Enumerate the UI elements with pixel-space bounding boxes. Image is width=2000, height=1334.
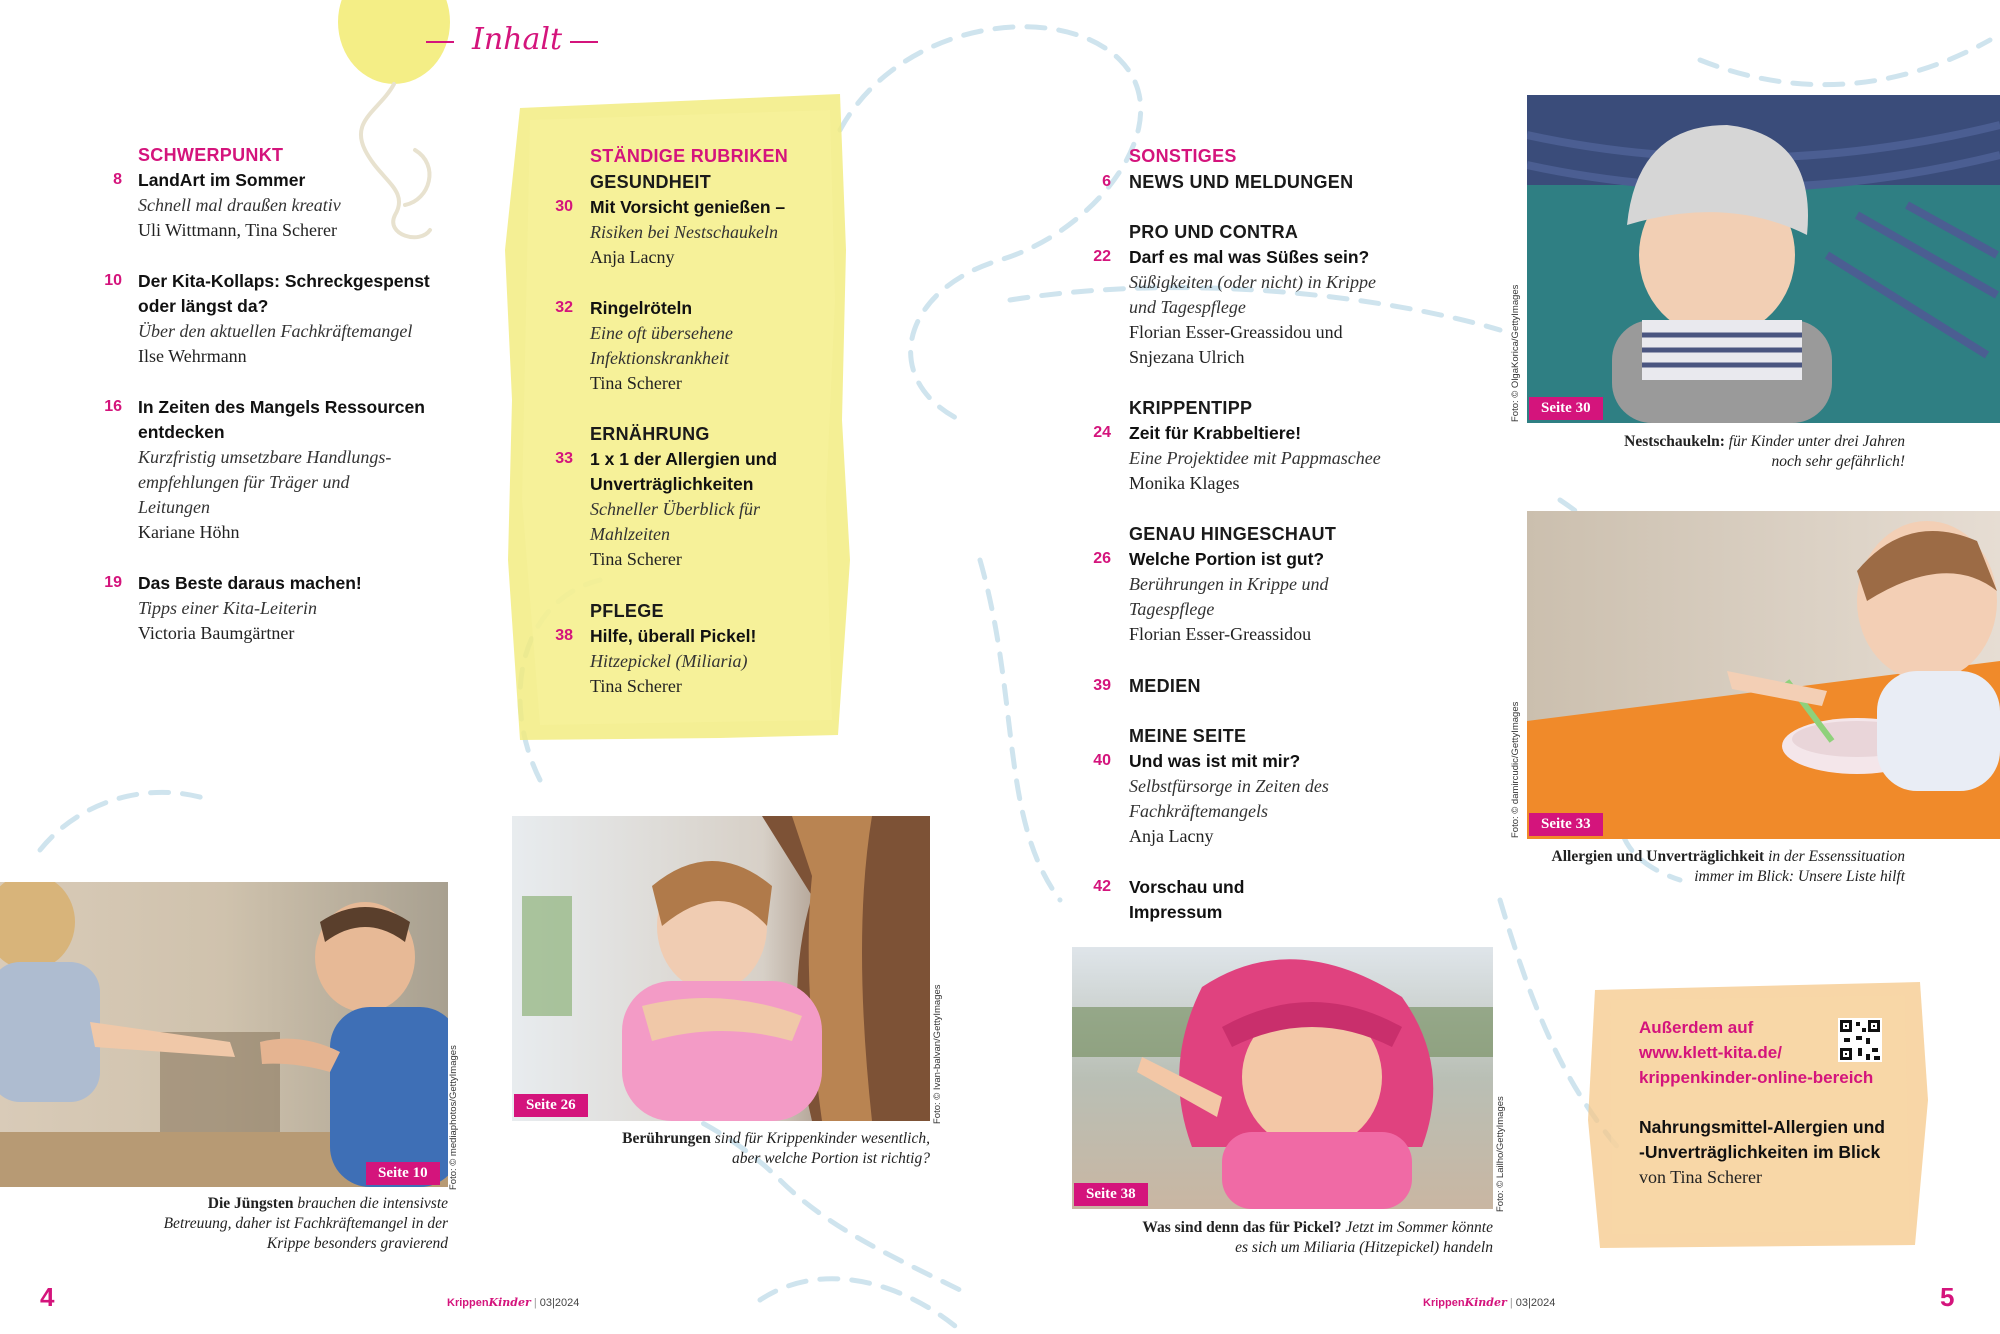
photo-caption (1072, 1218, 1493, 1258)
entry-author: Tina Scherer (590, 549, 682, 569)
entry-subtitle: Tagespflege (1129, 599, 1215, 619)
toc-entry[interactable] (104, 269, 458, 369)
toc-entry[interactable] (555, 170, 850, 270)
page-number: 19 (104, 574, 122, 591)
page-number: 42 (1093, 878, 1111, 895)
caption-text: noch sehr gefährlich! (1771, 453, 1905, 470)
entry-author: Florian Esser-Greassidou und (1129, 322, 1343, 342)
page-number: 40 (1093, 752, 1111, 769)
caption-text: immer im Blick: Unsere Liste hilft (1694, 868, 1905, 885)
entry-author: Florian Esser-Greassidou (1129, 624, 1312, 644)
promo-title: -Unverträglichkeiten im Blick (1639, 1142, 1881, 1162)
magazine-footer-right: KrippenKinder | 03|2024 (1423, 1296, 1556, 1309)
page-number: 16 (104, 398, 122, 415)
photo-caption (60, 1194, 448, 1254)
entry-subtitle: und Tagespflege (1129, 297, 1246, 317)
photo-caption (1560, 432, 1905, 472)
photo-caption (540, 1129, 930, 1169)
promo-intro: Außerdem auf (1639, 1018, 1754, 1037)
page-number: 38 (555, 627, 573, 644)
entry-subtitle: Eine oft übersehene (590, 323, 733, 343)
rubric-heading: MEINE SEITE (1129, 726, 1247, 746)
toc-entry[interactable] (555, 296, 850, 396)
photo-child-pink-hat[interactable] (1072, 947, 1493, 1209)
entry-title: Darf es mal was Süßes sein? (1129, 247, 1370, 267)
page-number: 8 (113, 171, 122, 188)
issue-number: 03|2024 (539, 1297, 580, 1309)
entry-title: entdecken (138, 422, 225, 442)
photo-baby-swing[interactable] (1527, 95, 2000, 423)
toc-entry[interactable] (1093, 396, 1429, 496)
entry-title: Das Beste daraus machen! (138, 573, 362, 593)
entry-subtitle: Über den aktuellen Fachkräftemangel (138, 321, 413, 341)
page-tag: Seite 10 (366, 1162, 440, 1185)
header-title (424, 22, 604, 62)
page-number: 24 (1093, 424, 1111, 441)
title-rule-left (426, 41, 454, 43)
caption-text: aber welche Portion ist richtig? (731, 1150, 930, 1167)
photo-image (0, 882, 448, 1187)
page-tag: Seite 30 (1529, 397, 1603, 420)
rubric-heading: GESUNDHEIT (590, 172, 712, 192)
rubric-heading: PFLEGE (590, 601, 664, 621)
entry-title: oder längst da? (138, 296, 269, 316)
qr-code-icon[interactable] (1838, 1018, 1882, 1062)
caption-text: in der Essenssituation (1768, 848, 1905, 865)
entry-title: NEWS UND MELDUNGEN (1129, 172, 1354, 192)
photo-credit: Foto: © mediaphotos/GettyImages (448, 1045, 459, 1190)
page-number-right: 5 (1940, 1282, 1955, 1312)
issue-number: 03|2024 (1515, 1297, 1556, 1309)
entry-author: Monika Klages (1129, 473, 1240, 493)
page-number: 32 (555, 299, 573, 316)
photo-image (1527, 95, 2000, 423)
entry-subtitle: empfehlungen für Träger und (138, 472, 350, 492)
entry-subtitle: Tipps einer Kita-Leiterin (138, 598, 318, 618)
title-rule-right (570, 41, 598, 43)
entry-author: Victoria Baumgärtner (138, 623, 295, 643)
entry-title: Der Kita-Kollaps: Schreckgespenst (138, 271, 430, 291)
magazine-logo: Krippen (447, 1297, 489, 1309)
entry-author: Snjezana Ulrich (1129, 347, 1245, 367)
entry-title: In Zeiten des Mangels Ressourcen (138, 397, 425, 417)
entry-title: Zeit für Krabbeltiere! (1129, 423, 1302, 443)
caption-text: brauchen die intensivste (297, 1195, 448, 1212)
page-number: 39 (1093, 677, 1111, 694)
page-number: 10 (104, 272, 122, 289)
caption-text: Jetzt im Sommer könnte (1345, 1219, 1493, 1236)
caption-bold: Die Jüngsten (207, 1195, 294, 1212)
caption-text: es sich um Miliaria (Hitzepickel) handeln (1235, 1239, 1493, 1256)
entry-subtitle: Mahlzeiten (590, 524, 670, 544)
entry-author: Tina Scherer (590, 676, 682, 696)
entry-title: 1 x 1 der Allergien und (590, 449, 778, 469)
toc-entry[interactable] (104, 395, 458, 545)
entry-author: Uli Wittmann, Tina Scherer (138, 220, 337, 240)
toc-entry[interactable] (104, 571, 458, 646)
entry-subtitle: Leitungen (138, 497, 210, 517)
toc-entry[interactable] (1093, 220, 1429, 370)
caption-text: Betreuung, daher ist Fachkräftemangel in der (163, 1215, 448, 1232)
caption-text: für Kinder unter drei Jahren (1728, 433, 1905, 450)
photo-image (1527, 511, 2000, 839)
photo-image (1072, 947, 1493, 1209)
page-title: Inhalt (472, 22, 563, 57)
toc-entry[interactable] (1093, 674, 1429, 699)
photo-credit: Foto: © Lailho/GettyImages (1495, 1096, 1506, 1212)
entry-author: Ilse Wehrmann (138, 346, 247, 366)
entry-title: Mit Vorsicht genießen – (590, 197, 786, 217)
page-number: 33 (555, 450, 573, 467)
magazine-logo: Kinder (1464, 1296, 1507, 1309)
entry-subtitle: Risiken bei Nestschaukeln (590, 222, 778, 242)
promo-link[interactable]: krippenkinder-online-bereich (1639, 1068, 1874, 1087)
toc-entry[interactable] (1093, 724, 1429, 849)
entry-subtitle: Selbstfürsorge in Zeiten des (1129, 776, 1329, 796)
entry-title: Und was ist mit mir? (1129, 751, 1301, 771)
photo-baby-eating[interactable] (1527, 511, 2000, 839)
entry-author: Anja Lacny (1129, 826, 1214, 846)
page-number-left: 4 (40, 1282, 55, 1312)
section-heading-sonstiges: SONSTIGES (1129, 146, 1237, 166)
promo-title: Nahrungsmittel-Allergien und (1639, 1117, 1885, 1137)
page-tag: Seite 26 (514, 1094, 588, 1117)
toc-entry[interactable] (1102, 170, 1429, 195)
page-tag: Seite 38 (1074, 1183, 1148, 1206)
entry-title: Impressum (1129, 902, 1223, 922)
entry-title: LandArt im Sommer (138, 170, 306, 190)
photo-credit: Foto: © damircudic/GettyImages (1510, 701, 1521, 838)
entry-title: Hilfe, überall Pickel! (590, 626, 757, 646)
photo-caption (1520, 847, 1905, 887)
entry-subtitle: Schneller Überblick für (590, 499, 760, 519)
section-heading-schwerpunkt: SCHWERPUNKT (138, 145, 284, 165)
entry-subtitle: Kurzfristig umsetzbare Handlungs- (138, 447, 392, 467)
page-number: 30 (555, 198, 573, 215)
rubric-heading: PRO UND CONTRA (1129, 222, 1299, 242)
toc-entry[interactable] (1093, 522, 1429, 647)
entry-author: Tina Scherer (590, 373, 682, 393)
caption-text: Krippe besonders gravierend (266, 1235, 448, 1252)
rubric-heading: KRIPPENTIPP (1129, 398, 1253, 418)
entry-subtitle: Hitzepickel (Miliaria) (590, 651, 748, 671)
page-number: 6 (1102, 173, 1111, 190)
magazine-logo: Krippen (1423, 1297, 1465, 1309)
caption-bold: Was sind denn das für Pickel? (1142, 1219, 1342, 1236)
entry-title: Vorschau und (1129, 877, 1245, 897)
entry-subtitle: Schnell mal draußen kreativ (138, 195, 341, 215)
toc-entry[interactable] (555, 422, 850, 572)
entry-subtitle: Berührungen in Krippe und (1129, 574, 1329, 594)
rubric-heading: GENAU HINGESCHAUT (1129, 524, 1337, 544)
magazine-logo: Kinder (488, 1296, 531, 1309)
promo-link[interactable]: www.klett-kita.de/ (1639, 1043, 1782, 1062)
rubric-heading: ERNÄHRUNG (590, 424, 710, 444)
entry-title: MEDIEN (1129, 676, 1201, 696)
magazine-footer-left: KrippenKinder | 03|2024 (447, 1296, 580, 1309)
entry-title: Welche Portion ist gut? (1129, 549, 1325, 569)
caption-bold: Nestschaukeln: (1624, 433, 1725, 450)
caption-bold: Allergien und Unverträglichkeit (1551, 848, 1765, 865)
photo-image (512, 816, 930, 1121)
entry-author: Anja Lacny (590, 247, 675, 267)
section-heading-rubriken: STÄNDIGE RUBRIKEN (590, 146, 789, 166)
photo-credit: Foto: © Ivan-balvan/GettyImages (932, 984, 943, 1124)
entry-subtitle: Süßigkeiten (oder nicht) in Krippe (1129, 272, 1376, 292)
caption-text: sind für Krippenkinder wesentlich, (714, 1130, 930, 1147)
toc-entry[interactable] (555, 599, 850, 699)
entry-subtitle: Fachkräftemangels (1129, 801, 1268, 821)
promo-author: von Tina Scherer (1639, 1167, 1762, 1187)
entry-subtitle: Eine Projektidee mit Pappmaschee (1129, 448, 1381, 468)
photo-father-child[interactable] (0, 882, 448, 1187)
page-tag: Seite 33 (1529, 813, 1603, 836)
page-number: 22 (1093, 248, 1111, 265)
entry-title: Unverträglichkeiten (590, 474, 754, 494)
photo-mother-daughter[interactable] (512, 816, 930, 1121)
page-number: 26 (1093, 550, 1111, 567)
entry-title: Ringelröteln (590, 298, 693, 318)
entry-subtitle: Infektionskrankheit (590, 348, 729, 368)
entry-author: Kariane Höhn (138, 522, 240, 542)
toc-entry[interactable] (1093, 875, 1429, 925)
caption-bold: Berührungen (622, 1130, 711, 1147)
photo-credit: Foto: © OlgaKorica/GettyImages (1510, 284, 1521, 422)
toc-entry[interactable] (113, 168, 458, 243)
